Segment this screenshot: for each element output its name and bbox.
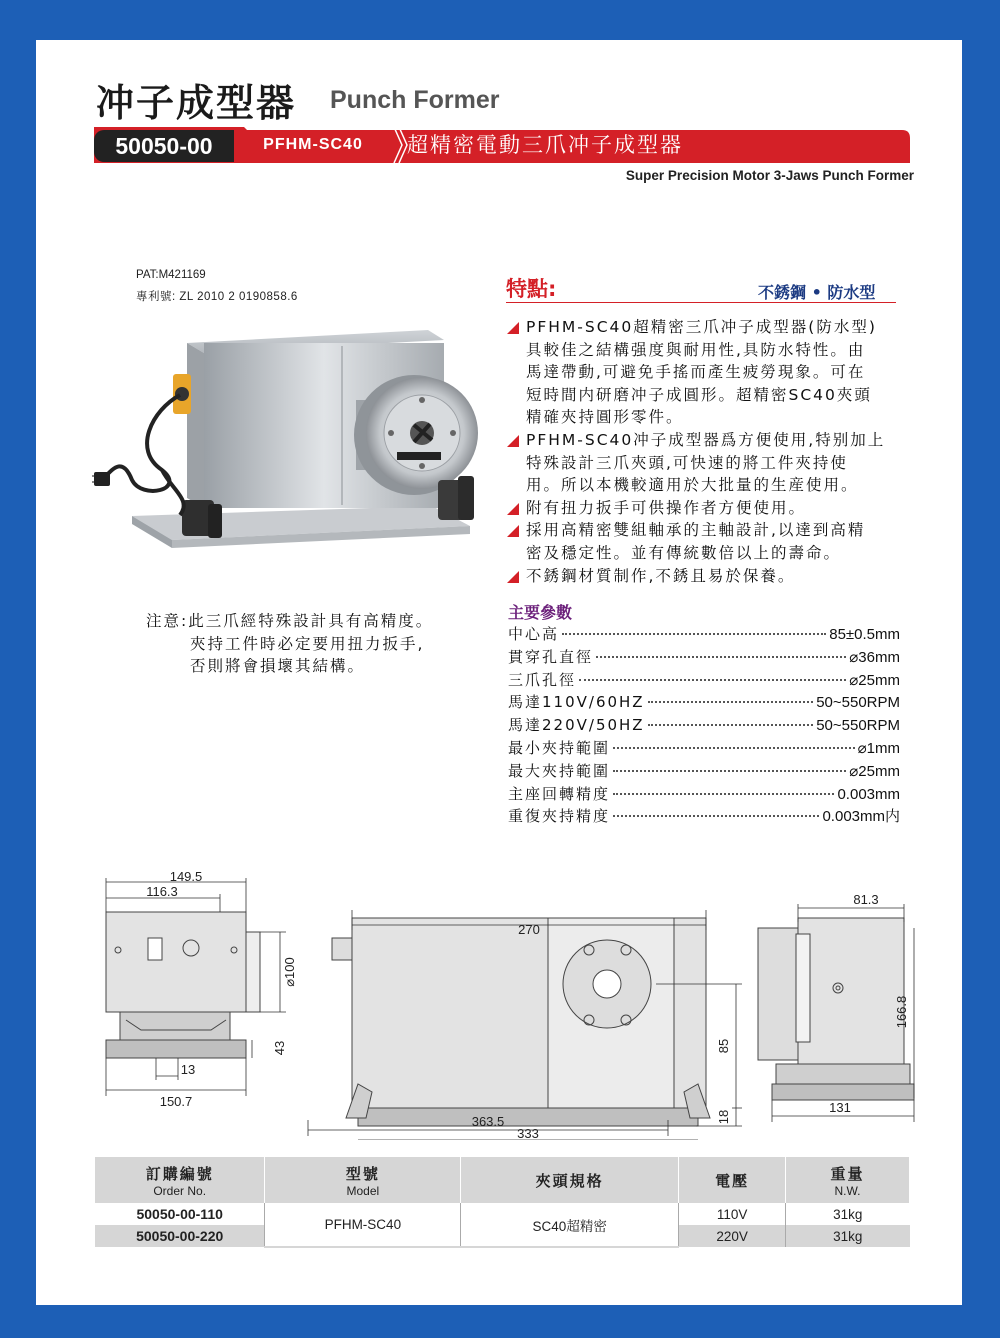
feature-line: 精確夾持圓形零件。: [526, 408, 684, 427]
header-en: N.W.: [834, 1183, 861, 1198]
param-label: 馬達220V/50HZ: [508, 716, 645, 735]
feature-line: 附有扭力扳手可供操作者方便使用。: [526, 498, 807, 517]
feature-line: PFHM-SC40超精密三爪冲子成型器(防水型): [526, 318, 877, 336]
dim-left-base-width: 150.7: [159, 1094, 193, 1109]
param-value: ⌀36mm: [849, 648, 900, 666]
col-header-order: [95, 1157, 265, 1203]
header-cn: 重量: [830, 1164, 865, 1183]
col-header-model: [265, 1157, 461, 1203]
features-list: [506, 316, 916, 587]
feature-line: 特殊設計三爪夾頭,可快速的將工件夾持使: [526, 453, 848, 472]
param-row: [508, 805, 900, 828]
dim-right-base: 131: [829, 1100, 851, 1115]
param-label: 主座回轉精度: [508, 784, 611, 803]
header-cn: 電壓: [715, 1171, 750, 1190]
param-value: ⌀25mm: [849, 671, 900, 689]
leader-dots: [613, 815, 819, 817]
dimension-drawings: [96, 870, 916, 1140]
bullet-triangle-icon: [507, 435, 519, 447]
bullet-triangle-icon: [507, 525, 519, 537]
feature-item: [506, 497, 916, 520]
table-row: [95, 1203, 910, 1225]
feature-item: [506, 519, 916, 564]
patent-number: PAT:M421169: [136, 269, 206, 281]
param-value: 0.003mm: [837, 785, 900, 803]
caution-line: 否則將會損壞其結構。: [190, 657, 366, 676]
param-value: 50~550RPM: [816, 694, 900, 712]
col-header-chuck: [461, 1157, 679, 1203]
leader-dots: [648, 724, 814, 726]
weight-cell: 31kg: [786, 1225, 910, 1247]
dimension-overall-length: [298, 1110, 678, 1140]
bullet-triangle-icon: [507, 503, 519, 515]
param-row: [508, 623, 900, 646]
bullet-triangle-icon: [507, 322, 519, 334]
dim-right-width: 81.3: [853, 892, 879, 907]
leader-dots: [579, 679, 846, 681]
param-row: [508, 691, 900, 714]
param-value: 50~550RPM: [816, 717, 900, 735]
dim-mid-base-length: 333: [517, 1126, 539, 1140]
feature-line: 密及穩定性。並有傳統數倍以上的壽命。: [526, 543, 842, 562]
features-type: 不銹鋼 • 防水型: [758, 283, 876, 302]
param-label: 重復夾持精度: [508, 807, 611, 826]
leader-dots: [596, 656, 846, 658]
dim-right-height: 166.8: [894, 995, 909, 1029]
bullet-triangle-icon: [507, 571, 519, 583]
dim-left-width-overall: 149.5: [169, 870, 203, 884]
param-value: 85±0.5mm: [829, 626, 900, 643]
product-title: 超精密電動三爪冲子成型器: [407, 133, 683, 157]
col-header-voltage: [679, 1157, 786, 1203]
page-title-english: Punch Former: [330, 86, 500, 114]
col-header-weight: [786, 1157, 910, 1203]
patent-china: 專利號: ZL 2010 2 0190858.6: [136, 291, 298, 303]
feature-item: [506, 316, 916, 429]
param-row: [508, 760, 900, 783]
param-row: [508, 646, 900, 669]
param-label: 貫穿孔直徑: [508, 647, 594, 666]
dim-mid-base-height: 18: [716, 1109, 731, 1125]
header-cn: 型號: [345, 1164, 380, 1183]
product-photo: [92, 330, 492, 560]
params-title: 主要參數: [508, 603, 573, 622]
voltage-cell: 110V: [679, 1203, 786, 1225]
feature-line: 用。所以本機較適用於大批量的生産使用。: [526, 476, 859, 495]
caution-line: 夾持工件時必定要用扭力扳手,: [190, 634, 425, 653]
weight-cell: 31kg: [833, 1206, 863, 1222]
feature-line: 馬達帶動,可避免手搖而產生疲勞現象。可在: [526, 363, 866, 382]
feature-item: [506, 565, 916, 588]
dim-left-offset: 13: [180, 1062, 196, 1077]
leader-dots: [613, 747, 855, 749]
dim-left-base-height: 43: [272, 1040, 287, 1056]
order-table: [95, 1157, 910, 1248]
model-badge: PFHM-SC40: [263, 136, 363, 153]
product-subtitle-english: Super Precision Motor 3-Jaws Punch Former: [625, 168, 914, 183]
feature-line: PFHM-SC40冲子成型器爲方便使用,特别加上: [526, 430, 886, 449]
param-label: 三爪孔徑: [508, 670, 577, 689]
feature-line: 採用高精密雙組軸承的主軸設計,以達到高精: [526, 521, 866, 540]
voltage-cell: 220V: [679, 1225, 786, 1247]
header-cn: 訂購編號: [145, 1164, 214, 1183]
param-label: 馬達110V/60HZ: [508, 693, 645, 712]
param-label: 最大夾持範圍: [508, 761, 611, 780]
leader-dots: [613, 793, 834, 795]
dim-mid-length: 270: [518, 922, 540, 937]
chuck-cell: SC40超精密: [461, 1203, 679, 1247]
leader-dots: [562, 633, 826, 635]
order-number: 50050-00-220: [95, 1225, 265, 1247]
header-en: Order No.: [153, 1183, 207, 1198]
feature-item: [506, 429, 916, 497]
catalog-sheet: [36, 40, 962, 1305]
feature-line: 具較佳之結構强度與耐用性,具防水特性。由: [526, 340, 866, 359]
dim-left-width-body: 116.3: [146, 884, 178, 899]
features-title: 特點:: [506, 277, 557, 301]
dim-mid-center-height: 85: [716, 1038, 731, 1054]
dim-left-diameter: ⌀100: [282, 957, 297, 987]
model-cell: PFHM-SC40: [265, 1203, 461, 1247]
param-value: ⌀1mm: [857, 739, 900, 757]
order-number: 50050-00-110: [95, 1203, 265, 1225]
header-cn: 夾頭規格: [535, 1171, 604, 1190]
param-row: [508, 783, 900, 806]
dim-mid-overall-length: 363.5: [471, 1114, 505, 1129]
page-title: 冲子成型器: [96, 81, 297, 125]
header-en: Model: [346, 1183, 380, 1198]
param-value: ⌀25mm: [849, 762, 900, 780]
features-divider: [506, 302, 896, 303]
feature-line: 不銹鋼材質制作,不銹且易於保養。: [526, 566, 796, 585]
params-list: [508, 623, 900, 828]
param-label: 中心高: [508, 625, 560, 643]
param-row: [508, 737, 900, 760]
order-code-badge: 50050-00: [94, 130, 234, 162]
caution-line: 注意:此三爪經特殊設計具有高精度。: [146, 612, 434, 630]
caution-note: [146, 610, 433, 678]
param-label: 最小夾持範圍: [508, 738, 611, 757]
param-row: [508, 669, 900, 692]
param-value: 0.003mm内: [822, 808, 900, 826]
param-row: [508, 714, 900, 737]
leader-dots: [648, 701, 814, 703]
leader-dots: [613, 770, 846, 772]
feature-line: 短時間内研磨冲子成圓形。超精密SC40夾頭: [526, 385, 872, 404]
